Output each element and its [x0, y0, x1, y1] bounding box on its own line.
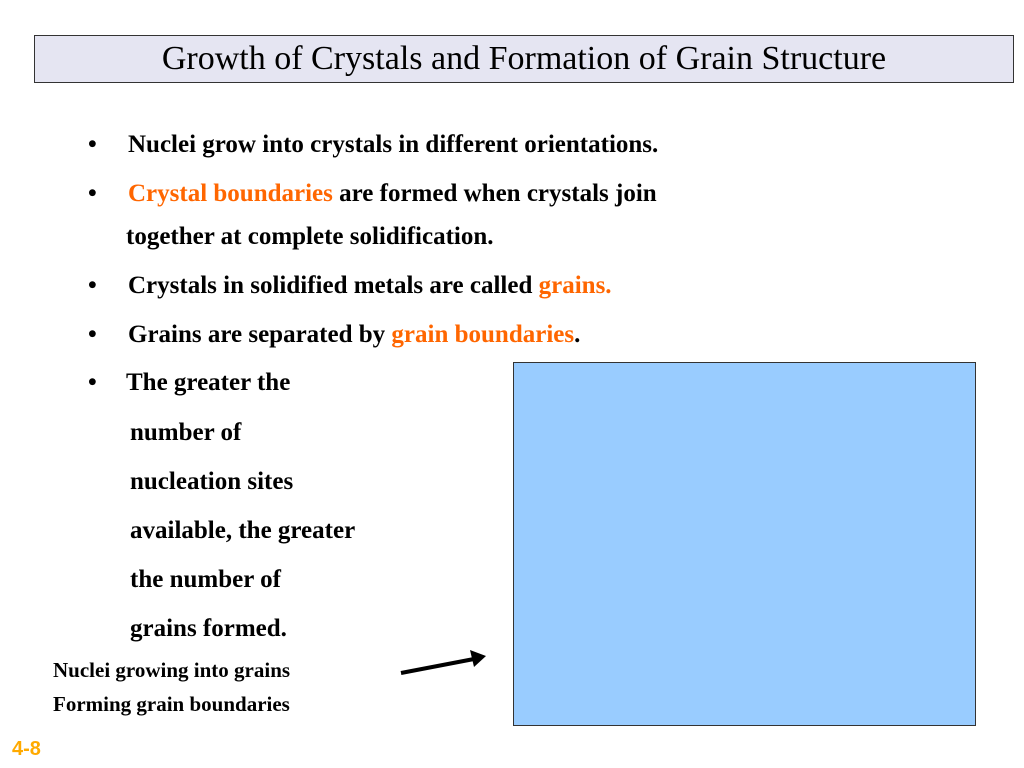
bullet-5-line-5: the number of [130, 566, 281, 593]
bullet-1-text: Nuclei grow into crystals in different orientations. [128, 131, 659, 158]
bullet-5-line-1: The greater the [126, 369, 291, 396]
grain-formation-image [513, 362, 976, 726]
bullet-3-text: Crystals in solidified metals are called [128, 272, 539, 299]
bullet-5-line-2: number of [130, 419, 242, 446]
slide-title-box [34, 35, 1014, 83]
bullet-marker: • [88, 180, 97, 207]
bullet-5-line-6: grains formed. [130, 615, 287, 642]
bullet-marker: • [88, 369, 97, 396]
caption-line-2: Forming grain boundaries [53, 692, 290, 716]
bullet-4 [88, 320, 580, 350]
slide-title: Growth of Crystals and Formation of Grain Structure [161, 40, 887, 77]
bullet-marker: • [88, 131, 97, 158]
caption-line-1: Nuclei growing into grains [53, 658, 291, 682]
bullet-1 [88, 130, 658, 160]
bullet-marker: • [88, 321, 97, 348]
bullet-4-highlight: grain boundaries [391, 321, 575, 348]
bullet-5 [88, 368, 290, 398]
bullet-5-line-4: available, the greater [130, 517, 356, 544]
bullet-2-highlight: Crystal boundaries [128, 180, 333, 207]
arrow-icon [396, 645, 496, 685]
bullet-4-text: Grains are separated by [128, 321, 392, 348]
slide-number: 4-8 [12, 738, 41, 760]
bullet-3 [88, 271, 612, 301]
bullet-2 [88, 179, 657, 209]
bullet-3-highlight: grains. [538, 272, 612, 299]
bullet-2-continuation: together at complete solidification. [126, 223, 494, 250]
bullet-2-text: are formed when crystals join [332, 180, 657, 207]
bullet-4-period: . [574, 321, 581, 348]
bullet-marker: • [88, 272, 97, 299]
bullet-5-line-3: nucleation sites [130, 468, 294, 495]
